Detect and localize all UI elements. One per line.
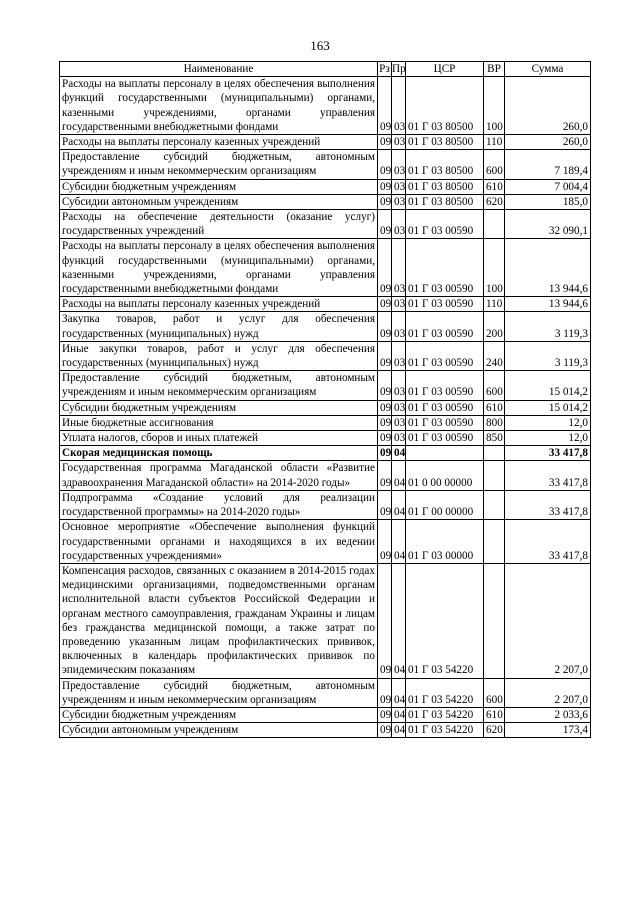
table-row xyxy=(60,77,591,135)
row-rz: 09 xyxy=(378,678,392,707)
row-rz: 09 xyxy=(378,239,392,297)
table-row xyxy=(60,446,591,461)
row-name: Предоставление субсидий бюджетным, автономным учреждениям и иным некоммерческим организациям xyxy=(60,150,378,179)
row-vr: 600 xyxy=(484,678,505,707)
row-name: Субсидии автономным учреждениям xyxy=(60,723,378,738)
row-vr xyxy=(484,490,505,519)
row-csr xyxy=(406,446,484,461)
row-name: Расходы на выплаты персоналу казенных учреждений xyxy=(60,297,378,312)
row-vr: 600 xyxy=(484,150,505,179)
row-rz: 09 xyxy=(378,490,392,519)
row-vr: 620 xyxy=(484,194,505,209)
row-sum: 12,0 xyxy=(505,431,591,446)
row-pr: 04 xyxy=(392,520,406,564)
row-sum: 13 944,6 xyxy=(505,239,591,297)
row-sum: 15 014,2 xyxy=(505,371,591,400)
row-pr: 04 xyxy=(392,678,406,707)
row-pr: 03 xyxy=(392,371,406,400)
header-pr: Пр xyxy=(392,63,406,75)
row-csr: 01 Г 03 80500 xyxy=(406,135,484,150)
row-sum: 3 119,3 xyxy=(505,341,591,370)
table-row xyxy=(60,678,591,707)
header-csr: ЦСР xyxy=(406,62,484,77)
row-vr xyxy=(484,563,505,678)
row-name: Расходы на выплаты персоналу в целях обеспечения выполнения функций государственными (муниципальными) органами, казенными учреждениями, органами управления государственными внебюджетными фондами xyxy=(60,77,378,135)
row-csr: 01 Г 03 00590 xyxy=(406,400,484,415)
row-sum: 2 207,0 xyxy=(505,678,591,707)
table-row xyxy=(60,490,591,519)
row-vr: 110 xyxy=(484,297,505,312)
row-csr: 01 Г 03 54220 xyxy=(406,678,484,707)
table-row xyxy=(60,239,591,297)
row-name: Основное мероприятие «Обеспечение выполнения функций государственными органами и находящихся в их ведении государственных учреждениями» xyxy=(60,520,378,564)
row-pr: 03 xyxy=(392,210,406,239)
table-row xyxy=(60,210,591,239)
row-vr: 100 xyxy=(484,239,505,297)
row-pr: 04 xyxy=(392,723,406,738)
table-row xyxy=(60,179,591,194)
row-sum: 7 189,4 xyxy=(505,150,591,179)
table-row xyxy=(60,371,591,400)
row-rz: 09 xyxy=(378,135,392,150)
table-row xyxy=(60,400,591,415)
row-name: Государственная программа Магаданской области «Развитие здравоохранения Магаданской области» на 2014-2020 годы» xyxy=(60,461,378,490)
row-csr: 01 Г 03 54220 xyxy=(406,563,484,678)
row-name: Уплата налогов, сборов и иных платежей xyxy=(60,431,378,446)
table-row xyxy=(60,520,591,564)
row-name: Расходы на обеспечение деятельности (оказание услуг) государственных учреждений xyxy=(60,210,378,239)
row-vr: 800 xyxy=(484,415,505,430)
row-sum: 33 417,8 xyxy=(505,490,591,519)
row-csr: 01 Г 03 80500 xyxy=(406,179,484,194)
row-rz: 09 xyxy=(378,77,392,135)
row-pr: 03 xyxy=(392,341,406,370)
header-rz: Рз xyxy=(379,63,390,75)
row-pr: 03 xyxy=(392,400,406,415)
row-rz: 09 xyxy=(378,194,392,209)
table-row xyxy=(60,297,591,312)
row-rz: 09 xyxy=(378,371,392,400)
header-name: Наименование xyxy=(60,62,378,77)
row-csr: 01 Г 03 00590 xyxy=(406,371,484,400)
table-header-row xyxy=(60,62,591,77)
row-csr: 01 Г 03 80500 xyxy=(406,194,484,209)
row-pr: 04 xyxy=(392,707,406,722)
row-csr: 01 Г 03 00590 xyxy=(406,415,484,430)
row-pr: 03 xyxy=(392,297,406,312)
row-rz: 09 xyxy=(378,707,392,722)
row-rz: 09 xyxy=(378,210,392,239)
row-pr: 03 xyxy=(392,194,406,209)
row-rz: 09 xyxy=(378,312,392,341)
row-pr: 03 xyxy=(392,431,406,446)
row-pr: 03 xyxy=(392,77,406,135)
table-row xyxy=(60,312,591,341)
row-rz: 09 xyxy=(378,415,392,430)
row-csr: 01 Г 03 80500 xyxy=(406,150,484,179)
row-name: Иные бюджетные ассигнования xyxy=(60,415,378,430)
row-csr: 01 Г 03 54220 xyxy=(406,707,484,722)
row-pr: 04 xyxy=(392,446,406,461)
row-vr: 100 xyxy=(484,77,505,135)
table-row xyxy=(60,461,591,490)
budget-table xyxy=(59,61,591,738)
row-vr: 610 xyxy=(484,707,505,722)
table-row xyxy=(60,135,591,150)
row-sum: 32 090,1 xyxy=(505,210,591,239)
row-name: Компенсация расходов, связанных с оказанием в 2014-2015 годах медицинскими организациями, подведомственными органам исполнительной власти субъектов Российской Федерации и органам местного самоуправления, гражданам Украины и лицам без гражданства медицинской помощи, а также затрат по проведению указанным лицам профилактических прививок, включенных в календарь профилактических прививок по эпидемическим показаниям xyxy=(60,563,378,678)
row-name: Подпрограмма «Создание условий для реализации государственной программы» на 2014-2020 годы» xyxy=(60,490,378,519)
row-csr: 01 Г 03 00590 xyxy=(406,297,484,312)
row-vr: 600 xyxy=(484,371,505,400)
row-sum: 2 207,0 xyxy=(505,563,591,678)
row-name: Субсидии бюджетным учреждениям xyxy=(60,400,378,415)
row-vr: 200 xyxy=(484,312,505,341)
row-rz: 09 xyxy=(378,150,392,179)
row-vr: 110 xyxy=(484,135,505,150)
table-row xyxy=(60,723,591,738)
row-vr: 610 xyxy=(484,179,505,194)
row-sum: 173,4 xyxy=(505,723,591,738)
row-rz: 09 xyxy=(378,431,392,446)
row-sum: 15 014,2 xyxy=(505,400,591,415)
row-csr: 01 Г 03 00000 xyxy=(406,520,484,564)
row-sum: 33 417,8 xyxy=(505,461,591,490)
row-rz: 09 xyxy=(378,723,392,738)
table-row xyxy=(60,150,591,179)
row-name: Иные закупки товаров, работ и услуг для обеспечения государственных (муниципальных) нужд xyxy=(60,341,378,370)
row-name: Субсидии бюджетным учреждениям xyxy=(60,179,378,194)
row-csr: 01 Г 03 00590 xyxy=(406,312,484,341)
table-row xyxy=(60,194,591,209)
row-sum: 13 944,6 xyxy=(505,297,591,312)
row-vr: 610 xyxy=(484,400,505,415)
row-rz: 09 xyxy=(378,520,392,564)
row-sum: 33 417,8 xyxy=(505,520,591,564)
row-pr: 04 xyxy=(392,563,406,678)
row-sum: 2 033,6 xyxy=(505,707,591,722)
row-csr: 01 Г 03 00590 xyxy=(406,431,484,446)
table-row xyxy=(60,563,591,678)
row-sum: 7 004,4 xyxy=(505,179,591,194)
row-sum: 185,0 xyxy=(505,194,591,209)
row-name: Скорая медицинская помощь xyxy=(60,446,378,461)
row-sum: 260,0 xyxy=(505,135,591,150)
row-pr: 03 xyxy=(392,135,406,150)
page-number: 163 xyxy=(310,38,330,53)
row-vr xyxy=(484,210,505,239)
row-rz: 09 xyxy=(378,461,392,490)
header-sum: Сумма xyxy=(505,62,591,77)
row-sum: 3 119,3 xyxy=(505,312,591,341)
row-pr: 03 xyxy=(392,179,406,194)
row-name: Закупка товаров, работ и услуг для обеспечения государственных (муниципальных) нужд xyxy=(60,312,378,341)
row-csr: 01 Г 03 80500 xyxy=(406,77,484,135)
row-vr: 620 xyxy=(484,723,505,738)
row-name: Расходы на выплаты персоналу казенных учреждений xyxy=(60,135,378,150)
table-row xyxy=(60,707,591,722)
row-pr: 03 xyxy=(392,150,406,179)
row-rz: 09 xyxy=(378,563,392,678)
row-pr: 04 xyxy=(392,461,406,490)
table-row xyxy=(60,341,591,370)
row-csr: 01 0 00 00000 xyxy=(406,461,484,490)
row-sum: 12,0 xyxy=(505,415,591,430)
row-vr xyxy=(484,461,505,490)
row-rz: 09 xyxy=(378,297,392,312)
row-vr: 850 xyxy=(484,431,505,446)
row-csr: 01 Г 03 00590 xyxy=(406,210,484,239)
row-name: Предоставление субсидий бюджетным, автономным учреждениям и иным некоммерческим организациям xyxy=(60,678,378,707)
row-pr: 03 xyxy=(392,312,406,341)
row-name: Расходы на выплаты персоналу в целях обеспечения выполнения функций государственными (муниципальными) органами, казенными учреждениями, органами управления государственными внебюджетными фондами xyxy=(60,239,378,297)
row-name: Предоставление субсидий бюджетным, автономным учреждениям и иным некоммерческим организациям xyxy=(60,371,378,400)
table-row xyxy=(60,431,591,446)
header-vr: ВР xyxy=(484,62,505,77)
row-sum: 260,0 xyxy=(505,77,591,135)
row-pr: 03 xyxy=(392,415,406,430)
row-csr: 01 Г 03 00590 xyxy=(406,341,484,370)
row-pr: 03 xyxy=(392,239,406,297)
row-rz: 09 xyxy=(378,446,392,461)
row-csr: 01 Г 03 54220 xyxy=(406,723,484,738)
row-vr xyxy=(484,520,505,564)
row-name: Субсидии бюджетным учреждениям xyxy=(60,707,378,722)
row-name: Субсидии автономным учреждениям xyxy=(60,194,378,209)
row-rz: 09 xyxy=(378,179,392,194)
row-csr: 01 Г 03 00590 xyxy=(406,239,484,297)
table-row xyxy=(60,415,591,430)
row-vr xyxy=(484,446,505,461)
row-csr: 01 Г 00 00000 xyxy=(406,490,484,519)
row-vr: 240 xyxy=(484,341,505,370)
row-sum: 33 417,8 xyxy=(505,446,591,461)
row-rz: 09 xyxy=(378,341,392,370)
row-pr: 04 xyxy=(392,490,406,519)
row-rz: 09 xyxy=(378,400,392,415)
